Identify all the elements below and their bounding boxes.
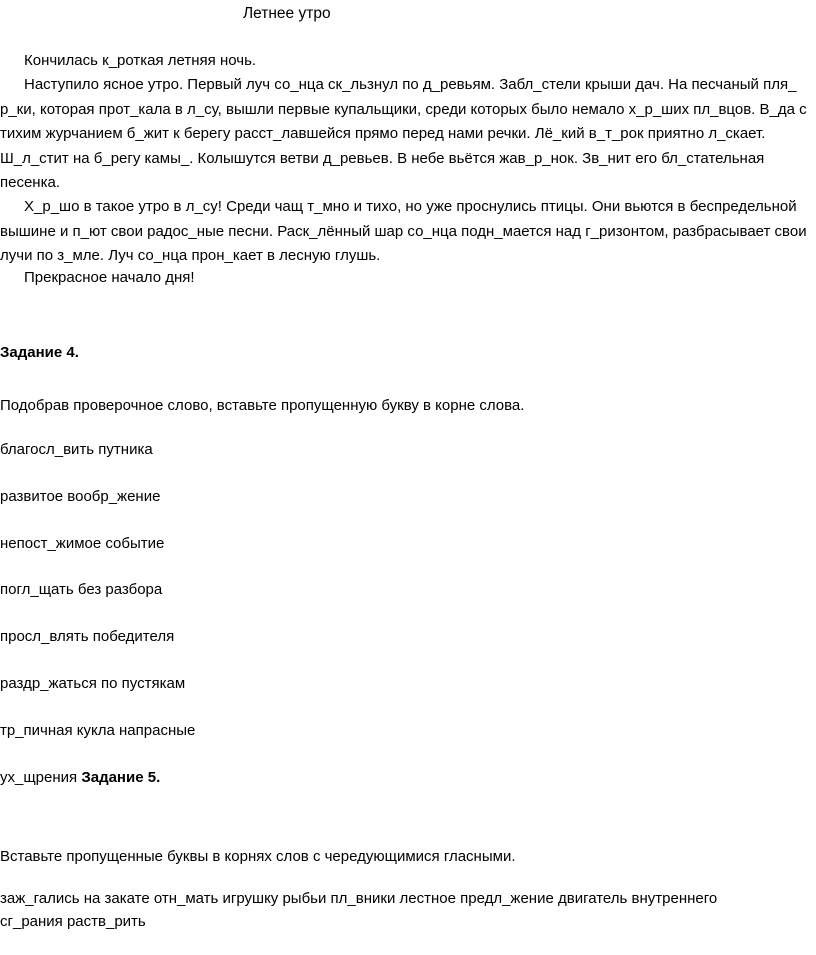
task-4-item: просл_влять победителя (0, 628, 175, 645)
task-4-item: благосл_вить путника (0, 441, 153, 458)
paragraph-1 (0, 49, 812, 74)
task-4-item: раздр_жаться по пустякам (0, 675, 186, 692)
task-4-item: развитое вообр_жение (0, 488, 161, 505)
task-5-words-line-1: заж_гались на закате отн_мать игрушку рыбьи пл_вники лестное предл_жение двигатель внутреннего (0, 890, 718, 907)
text-title: Летнее утро (243, 5, 331, 22)
task-4-item: тр_пичная кукла напрасные (0, 722, 196, 739)
paragraph-4 (0, 266, 812, 291)
paragraph-4-text: Прекрасное начало дня! (24, 269, 195, 286)
paragraph-3 (0, 195, 812, 269)
task-5-instruction: Вставьте пропущенные буквы в корнях слов с чередующимися гласными. (0, 848, 516, 865)
task-4-instruction: Подобрав проверочное слово, вставьте пропущенную букву в корне слова. (0, 397, 525, 414)
paragraph-2 (0, 73, 812, 196)
task-4-item: ух_щрения (0, 769, 78, 786)
paragraph-3-text: Х_р_шо в такое утро в л_су! Среди чащ т_мно и тихо, но уже проснулись птицы. Они вьются в беспредельной вышине и п_ют свои радос_ные песни. Раск_лённый шар со_нца подн_мается над г_ризонтом, разбрасывает свои лучи по з_мле. Луч со_нца прон_кает в лесную глушь. (0, 198, 807, 264)
task-4-item: непост_жимое событие (0, 535, 165, 552)
task-4-heading: Задание 4. (0, 344, 79, 361)
task-5-words-line-2: сг_рания раств_рить (0, 913, 146, 930)
task-5-heading: Задание 5. (81, 769, 161, 786)
paragraph-1-text: Кончилась к_роткая летняя ночь. (24, 52, 257, 69)
task-4-item: погл_щать без разбора (0, 581, 163, 598)
task-4-last-line (0, 768, 160, 788)
paragraph-2-text: Наступило ясное утро. Первый луч со_нца ск_льзнул по д_ревьям. Забл_стели крыши дач. На песчаный пля_ р_ки, которая прот_кала в л_су, вышли первые купальщики, среди которых было немало х_р_ших пл_вцов. В_да с тихим журчанием б_жит к берегу расст_лавшейся прямо перед нами речки. Лё_кий в_т_рок приятно л_скает. Ш_л_стит на б_регу камы_. Колышутся ветви д_ревьев. В небе вьётся жав_р_нок. Зв_нит его бл_стательная песенка. (0, 76, 807, 191)
